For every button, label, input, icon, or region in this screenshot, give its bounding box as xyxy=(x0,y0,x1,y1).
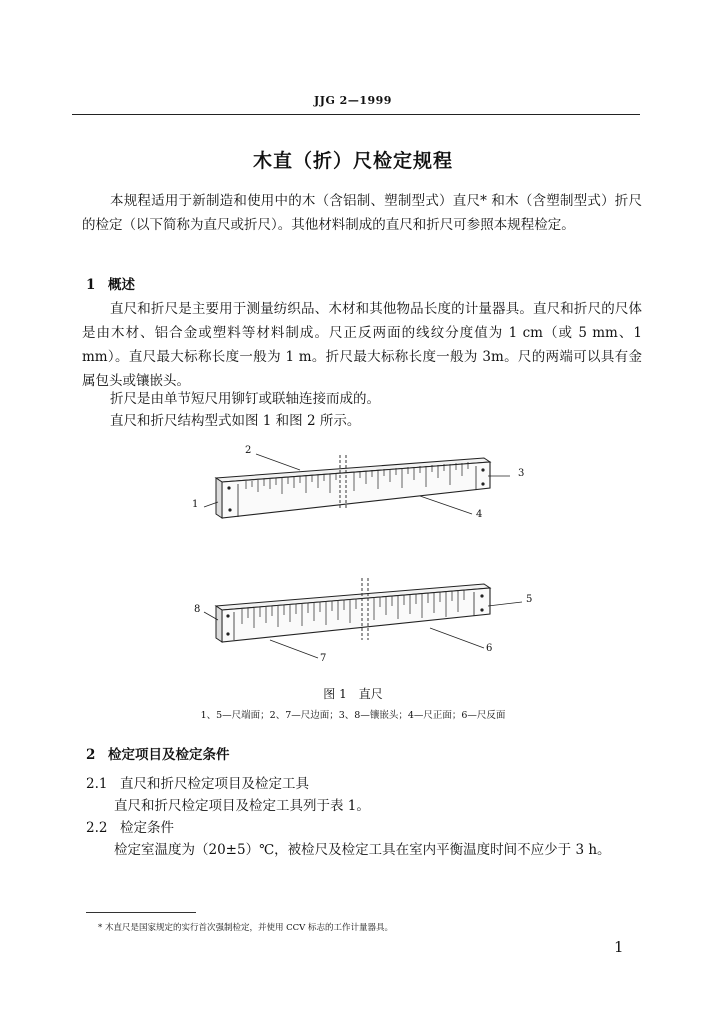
figure-legend: 1、5—尺端面；2、7—尺边面；3、8—镶嵌头；4—尺正面；6—尺反面 xyxy=(200,710,506,721)
straight-ruler-back xyxy=(216,578,490,642)
section-2-2-title: 检定条件 xyxy=(120,820,174,836)
callout-1: 1 xyxy=(192,499,199,510)
footnote-rule xyxy=(86,912,196,913)
section-2-2-number: 2.2 xyxy=(86,820,108,836)
callout-4: 4 xyxy=(476,509,483,520)
section-1-number: 1 xyxy=(86,277,96,293)
straight-ruler-front xyxy=(216,455,490,518)
figure-caption: 图 1 直尺 xyxy=(323,687,383,701)
section-2-1-number: 2.1 xyxy=(86,776,108,792)
footnote: * 木直尺是国家规定的实行首次强制检定，并使用 CCV 标志的工作计量器具。 xyxy=(98,923,394,933)
section-1-paragraph-3: 直尺和折尺结构型式如图 1 和图 2 所示。 xyxy=(110,413,361,429)
section-1-title: 概述 xyxy=(108,277,135,293)
section-1-paragraph-1: 直尺和折尺是主要用于测量纺织品、木材和其他物品长度的计量器具。直尺和折尺的尺体是由木材、铝合金或塑料等材料制成。尺正反两面的线纹分度值为 1 cm（或 5 mm、1 mm）。直尺最大标称长度一般为 1 m。折尺最大标称长度一般为 3m。尺的两端可以具有金属包头或镶嵌头。 xyxy=(82,301,642,389)
section-2-2-heading xyxy=(86,816,174,840)
callout-2: 2 xyxy=(245,445,252,456)
callout-5: 5 xyxy=(526,594,533,605)
section-2-1-heading xyxy=(86,772,309,796)
section-2-1-title: 直尺和折尺检定项目及检定工具 xyxy=(120,776,309,792)
callout-7: 7 xyxy=(320,653,327,664)
callout-3: 3 xyxy=(518,468,525,479)
section-2-1-text: 直尺和折尺检定项目及检定工具列于表 1。 xyxy=(114,798,370,814)
page-number: 1 xyxy=(614,938,624,956)
section-2-number: 2 xyxy=(86,747,96,763)
intro-paragraph: 本规程适用于新制造和使用中的木（含铝制、塑制型式）直尺* 和木（含塑制型式）折尺的检定（以下简称为直尺或折尺）。其他材料制成的直尺和折尺可参照本规程检定。 xyxy=(82,193,642,233)
running-header: JJG 2—1999 xyxy=(314,94,392,107)
callout-6: 6 xyxy=(486,643,493,654)
section-2-heading xyxy=(86,743,230,763)
page-title: 木直（折）尺检定规程 xyxy=(252,150,453,172)
section-1-paragraph-2: 折尺是由单节短尺用铆钉或联轴连接而成的。 xyxy=(110,391,380,407)
section-2-2-text: 检定室温度为（20±5）℃，被检尺及检定工具在室内平衡温度时间不应少于 3 h。 xyxy=(114,842,611,858)
callout-8: 8 xyxy=(194,604,201,615)
section-2-title: 检定项目及检定条件 xyxy=(108,747,230,763)
